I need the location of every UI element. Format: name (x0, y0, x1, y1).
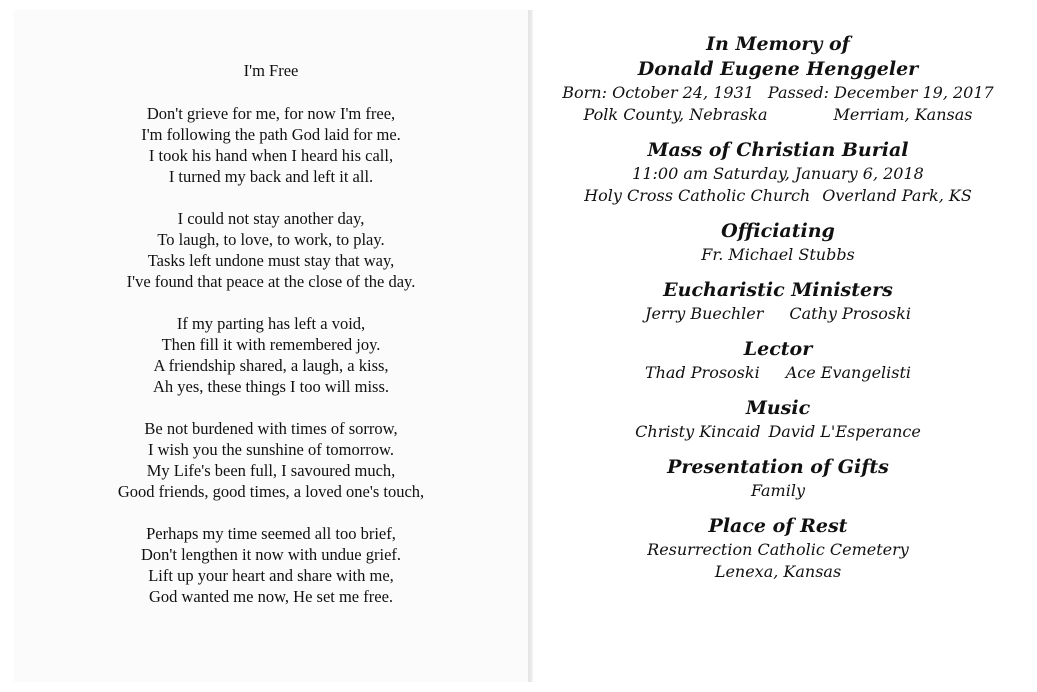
lector-heading: Lector (743, 338, 813, 360)
cemetery-name: Resurrection Catholic Cemetery (647, 540, 909, 559)
death-place: Merriam, Kansas (833, 105, 973, 124)
poem-line: A friendship shared, a laugh, a kiss, (153, 356, 389, 375)
deceased-name: Donald Eugene Henggeler (637, 58, 919, 80)
poem-line: I'm following the path God laid for me. (141, 125, 401, 144)
lector-name: Thad Prososki (644, 363, 760, 382)
life-places (533, 104, 1023, 126)
lector-names (533, 362, 1023, 384)
poem-line: I turned my back and left it all. (168, 167, 374, 186)
officiating-heading: Officiating (721, 220, 835, 242)
memorial-heading: In Memory of (706, 33, 850, 55)
gifts-heading: Presentation of Gifts (667, 456, 889, 478)
music-names (533, 421, 1023, 443)
poem-line: God wanted me now, He set me free. (148, 587, 394, 606)
poem-line: Ah yes, these things I too will miss. (152, 377, 390, 396)
rest-heading: Place of Rest (708, 515, 848, 537)
poem-line: Lift up your heart and share with me, (148, 566, 394, 585)
poem-line: Don't grieve for me, for now I'm free, (146, 104, 396, 123)
poem-line: If my parting has left a void, (176, 314, 366, 333)
poem-line: Then fill it with remembered joy. (161, 335, 381, 354)
service-program (533, 32, 1023, 583)
stanza-1 (14, 103, 528, 187)
poem-line: To laugh, to love, to work, to play. (157, 230, 385, 249)
stanza-3 (14, 313, 528, 397)
church-city: Overland Park, KS (822, 186, 972, 205)
music-heading: Music (745, 397, 811, 419)
poem-line: My Life's been full, I savoured much, (146, 461, 396, 480)
poem-line: I wish you the sunshine of tomorrow. (148, 440, 394, 459)
ministers-names (533, 303, 1023, 325)
poem-line: I could not stay another day, (177, 209, 365, 228)
poem-line: Tasks left undone must stay that way, (147, 251, 395, 270)
poem-line: Don't lengthen it now with undue grief. (140, 545, 402, 564)
poem-line: Be not burdened with times of sorrow, (144, 419, 398, 438)
minister-name: Jerry Buechler (645, 304, 764, 323)
poem-line: I've found that peace at the close of the day. (126, 272, 416, 291)
lector-name: Ace Evangelisti (785, 363, 912, 382)
gifts-presenter: Family (751, 481, 805, 500)
birth-place: Polk County, Nebraska (583, 105, 768, 124)
officiant-name: Fr. Michael Stubbs (701, 245, 855, 264)
poem-title: I'm Free (243, 61, 299, 80)
death-date: Passed: December 19, 2017 (767, 83, 994, 102)
cemetery-city: Lenexa, Kansas (714, 562, 842, 581)
musician-name: David L'Esperance (768, 422, 921, 441)
poem-line: Perhaps my time seemed all too brief, (146, 524, 396, 543)
poem-line: I took his hand when I heard his call, (148, 146, 394, 165)
ministers-heading: Eucharistic Ministers (663, 279, 893, 301)
life-dates (533, 82, 1023, 104)
mass-time: 11:00 am Saturday, January 6, 2018 (632, 164, 924, 183)
stanza-2 (14, 208, 528, 292)
poem-line: Good friends, good times, a loved one's touch, (117, 482, 425, 501)
mass-heading: Mass of Christian Burial (647, 139, 909, 161)
church-name: Holy Cross Catholic Church (584, 186, 811, 205)
mass-location (533, 185, 1023, 207)
minister-name: Cathy Prososki (789, 304, 911, 323)
musician-name: Christy Kincaid (635, 422, 761, 441)
poem (14, 60, 528, 628)
stanza-4 (14, 418, 528, 502)
stanza-5 (14, 523, 528, 607)
birth-date: Born: October 24, 1931 (562, 83, 754, 102)
